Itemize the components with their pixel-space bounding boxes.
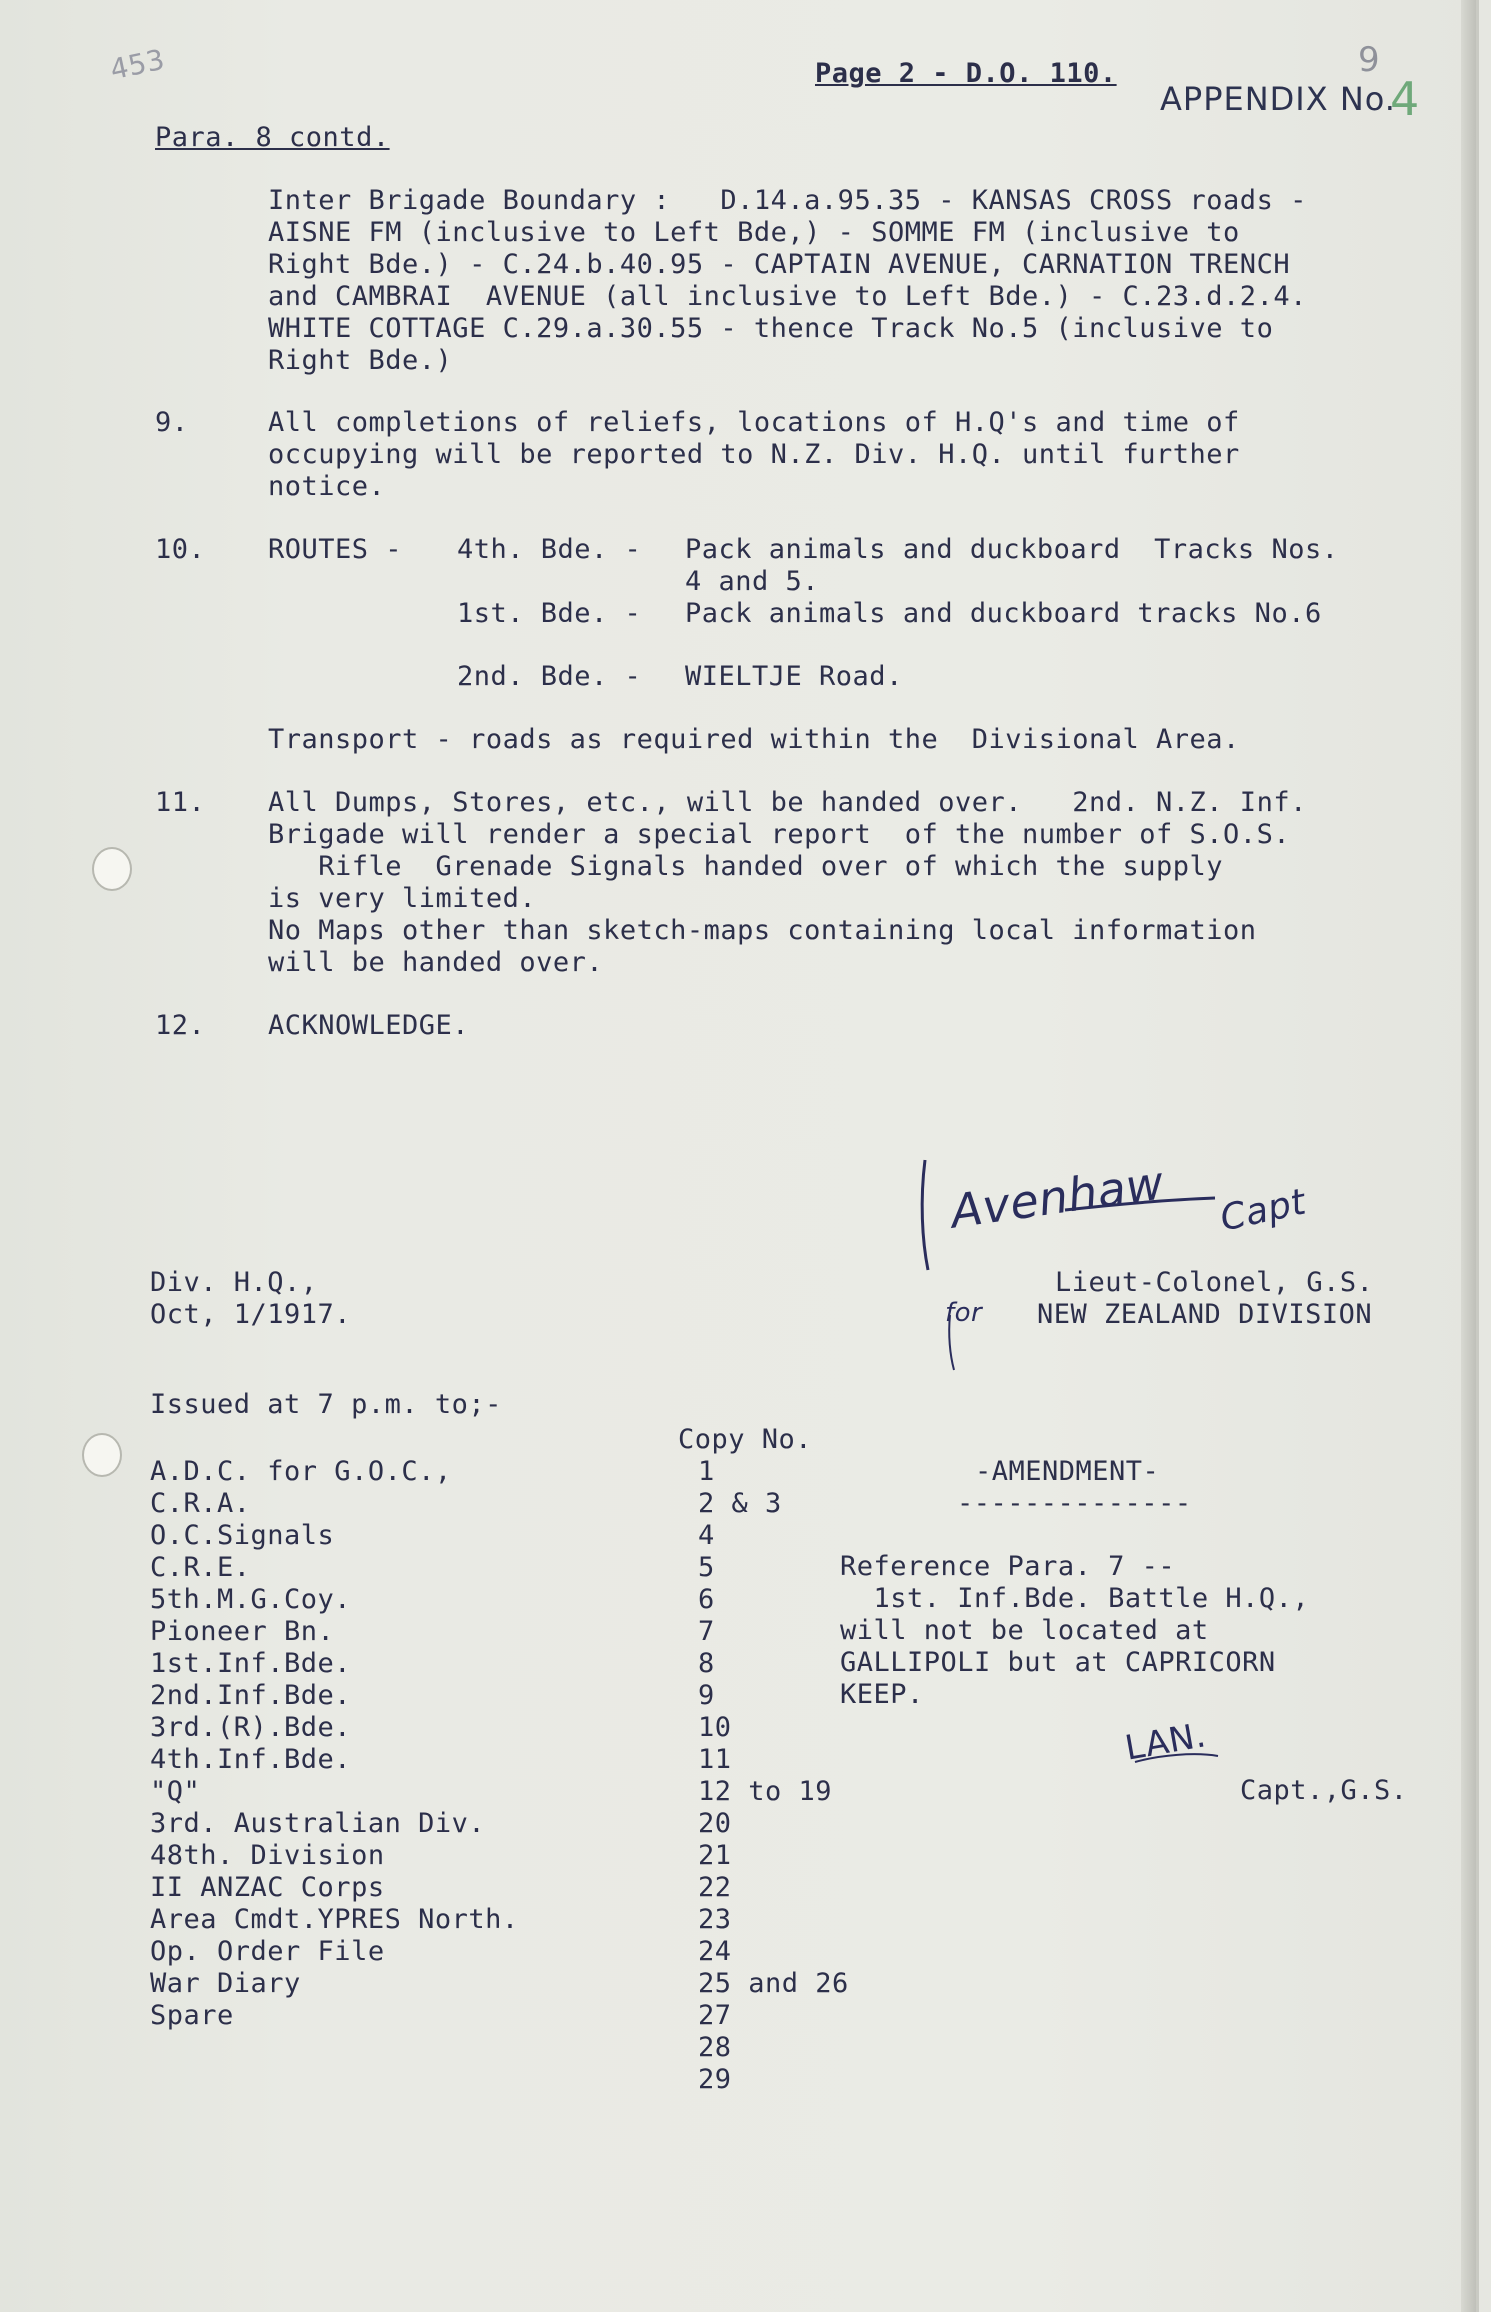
distribution-recipient: 1st.Inf.Bde. bbox=[150, 1648, 352, 1679]
distribution-copy-number: 10 bbox=[698, 1712, 732, 1743]
para8-heading: Para. 8 contd. bbox=[155, 122, 390, 153]
distribution-recipient: Op. Order File bbox=[150, 1936, 385, 1967]
distribution-copy-number: 6 bbox=[698, 1584, 715, 1615]
distribution-copy-number: 20 bbox=[698, 1808, 732, 1839]
distribution-recipient: 48th. Division bbox=[150, 1840, 385, 1871]
para8-line: WHITE COTTAGE C.29.a.30.55 - thence Track No.5 (inclusive to bbox=[268, 313, 1274, 344]
distribution-recipient: Area Cmdt.YPRES North. bbox=[150, 1904, 519, 1935]
distribution-recipient: War Diary bbox=[150, 1968, 301, 1999]
origin-date: Oct, 1/1917. bbox=[150, 1299, 352, 1330]
distribution-copy-number: 29 bbox=[698, 2064, 732, 2095]
para11-line: All Dumps, Stores, etc., will be handed over. 2nd. N.Z. Inf. bbox=[268, 787, 1307, 818]
distribution-recipient: 4th.Inf.Bde. bbox=[150, 1744, 352, 1775]
para12-number: 12. bbox=[155, 1010, 206, 1041]
amendment-sig-rank: Capt.,G.S. bbox=[1240, 1775, 1408, 1806]
distribution-copy-number: 25 and 26 bbox=[698, 1968, 849, 1999]
distribution-copy-number: 4 bbox=[698, 1520, 715, 1551]
signatory-division: NEW ZEALAND DIVISION bbox=[1037, 1299, 1373, 1330]
para8-line: Right Bde.) bbox=[268, 345, 453, 376]
amendment-line: GALLIPOLI but at CAPRICORN bbox=[840, 1647, 1276, 1678]
copy-no-header: Copy No. bbox=[678, 1424, 813, 1455]
para9-line: occupying will be reported to N.Z. Div. H.Q. until further bbox=[268, 439, 1240, 470]
amendment-title: -AMENDMENT- bbox=[975, 1456, 1160, 1487]
para12-text: ACKNOWLEDGE. bbox=[268, 1010, 470, 1041]
pencil-mark: 453 bbox=[107, 42, 168, 87]
routes-label: ROUTES - bbox=[268, 534, 403, 565]
distribution-copy-number: 22 bbox=[698, 1872, 732, 1903]
para8-line: and CAMBRAI AVENUE (all inclusive to Left Bde.) - C.23.d.2.4. bbox=[268, 281, 1307, 312]
route-desc-cont: 4 and 5. bbox=[685, 566, 820, 597]
distribution-recipient: C.R.E. bbox=[150, 1552, 251, 1583]
para9-number: 9. bbox=[155, 407, 189, 438]
para8-line: AISNE FM (inclusive to Left Bde,) - SOMME FM (inclusive to bbox=[268, 217, 1240, 248]
para11-line: Brigade will render a special report of the number of S.O.S. bbox=[268, 819, 1291, 850]
distribution-copy-number: 21 bbox=[698, 1840, 732, 1871]
origin-hq: Div. H.Q., bbox=[150, 1267, 318, 1298]
appendix-corner-mark: 9 bbox=[1358, 40, 1381, 80]
distribution-copy-number: 11 bbox=[698, 1744, 732, 1775]
amendment-line: will not be located at bbox=[840, 1615, 1209, 1646]
appendix-label: APPENDIX No. bbox=[1160, 80, 1396, 118]
distribution-recipient: Spare bbox=[150, 2000, 234, 2031]
para11-line: is very limited. bbox=[268, 883, 537, 914]
route-bde: 1st. Bde. - bbox=[457, 598, 642, 629]
route-desc: Pack animals and duckboard tracks No.6 bbox=[685, 598, 1322, 629]
amendment-line: Reference Para. 7 -- bbox=[840, 1551, 1176, 1582]
distribution-copy-number: 24 bbox=[698, 1936, 732, 1967]
amendment-line: KEEP. bbox=[840, 1679, 924, 1710]
distribution-recipient: 5th.M.G.Coy. bbox=[150, 1584, 352, 1615]
para9-line: All completions of reliefs, locations of H.Q's and time of bbox=[268, 407, 1240, 438]
distribution-recipient: C.R.A. bbox=[150, 1488, 251, 1519]
distribution-copy-number: 8 bbox=[698, 1648, 715, 1679]
distribution-recipient: A.D.C. for G.O.C., bbox=[150, 1456, 452, 1487]
distribution-copy-number: 2 & 3 bbox=[698, 1488, 782, 1519]
para9-line: notice. bbox=[268, 471, 386, 502]
para11-line: No Maps other than sketch-maps containing local information bbox=[268, 915, 1257, 946]
signature-for: for bbox=[945, 1298, 983, 1328]
route-desc: Pack animals and duckboard Tracks Nos. bbox=[685, 534, 1339, 565]
distribution-recipient: 2nd.Inf.Bde. bbox=[150, 1680, 352, 1711]
distribution-copy-number: 1 bbox=[698, 1456, 715, 1487]
distribution-recipient: 3rd. Australian Div. bbox=[150, 1808, 486, 1839]
para8-line: Right Bde.) - C.24.b.40.95 - CAPTAIN AVENUE, CARNATION TRENCH bbox=[268, 249, 1291, 280]
distribution-copy-number: 28 bbox=[698, 2032, 732, 2063]
distribution-recipient: 3rd.(R).Bde. bbox=[150, 1712, 352, 1743]
route-bde: 4th. Bde. - bbox=[457, 534, 642, 565]
distribution-recipient: II ANZAC Corps bbox=[150, 1872, 385, 1903]
amendment-line: 1st. Inf.Bde. Battle H.Q., bbox=[840, 1583, 1310, 1614]
distribution-recipient: "Q" bbox=[150, 1776, 201, 1807]
distribution-copy-number: 27 bbox=[698, 2000, 732, 2031]
signatory-rank: Lieut-Colonel, G.S. bbox=[1055, 1267, 1374, 1298]
distribution-copy-number: 9 bbox=[698, 1680, 715, 1711]
page-reference: Page 2 - D.O. 110. bbox=[815, 58, 1117, 89]
distribution-copy-number: 5 bbox=[698, 1552, 715, 1583]
distribution-copy-number: 23 bbox=[698, 1904, 732, 1935]
distribution-recipient: O.C.Signals bbox=[150, 1520, 335, 1551]
route-desc: WIELTJE Road. bbox=[685, 661, 903, 692]
appendix-number: 4 bbox=[1390, 72, 1420, 126]
para11-line: Rifle Grenade Signals handed over of which the supply bbox=[268, 851, 1224, 882]
issued-at: Issued at 7 p.m. to;- bbox=[150, 1389, 502, 1420]
distribution-recipient: Pioneer Bn. bbox=[150, 1616, 335, 1647]
amendment-rule: -------------- bbox=[957, 1488, 1192, 1519]
signature-handwritten: Avenhaw bbox=[947, 1155, 1168, 1239]
para10-number: 10. bbox=[155, 534, 206, 565]
para11-line: will be handed over. bbox=[268, 947, 604, 978]
para8-line: Inter Brigade Boundary : D.14.a.95.35 - KANSAS CROSS roads - bbox=[268, 185, 1307, 216]
route-bde: 2nd. Bde. - bbox=[457, 661, 642, 692]
para11-number: 11. bbox=[155, 787, 206, 818]
distribution-copy-number: 12 to 19 bbox=[698, 1776, 833, 1807]
distribution-copy-number: 7 bbox=[698, 1616, 715, 1647]
signature-capt: Capt bbox=[1216, 1181, 1310, 1240]
transport-line: Transport - roads as required within the Divisional Area. bbox=[268, 724, 1240, 755]
amendment-initials: LAN. bbox=[1122, 1715, 1210, 1769]
